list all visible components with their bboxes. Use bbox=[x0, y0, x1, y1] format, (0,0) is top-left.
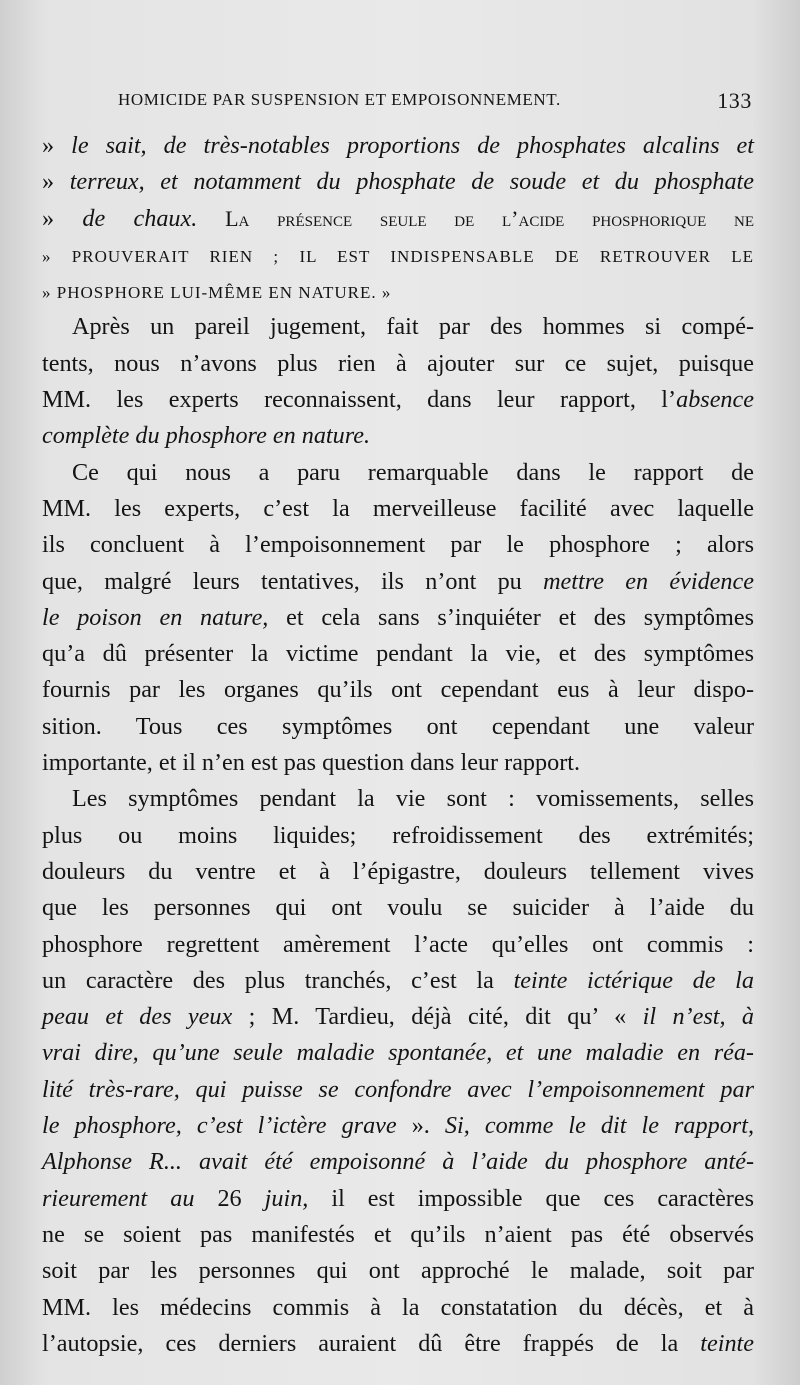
text-run: mettre en évidence bbox=[543, 567, 754, 595]
text-run: 26 bbox=[194, 1184, 265, 1212]
text-line bbox=[42, 745, 754, 781]
text-run: rieurement au bbox=[42, 1184, 195, 1212]
page-body-text bbox=[42, 128, 754, 1362]
text-run: complète du phosphore en nature. bbox=[42, 422, 371, 450]
text-line bbox=[42, 418, 754, 454]
text-run: sition. Tous ces symptômes ont cependant une valeur bbox=[42, 712, 754, 740]
text-line bbox=[42, 128, 754, 164]
text-run: le poison en nature, bbox=[42, 603, 269, 631]
text-line bbox=[42, 999, 754, 1035]
text-run: » bbox=[42, 132, 72, 159]
text-line bbox=[42, 1326, 754, 1362]
text-run: et cela sans s’inquiéter et des symptômes bbox=[268, 603, 754, 631]
text-line bbox=[42, 237, 754, 273]
text-run: ». bbox=[396, 1112, 445, 1140]
text-line bbox=[42, 1217, 754, 1253]
text-line bbox=[42, 927, 754, 963]
text-line bbox=[42, 382, 754, 418]
text-run: soit par les personnes qui ont approché le malade, soit par bbox=[42, 1257, 754, 1285]
text-line bbox=[42, 890, 754, 926]
text-run: vrai dire, qu’une seule maladie spontanée, et une maladie en réa- bbox=[42, 1039, 754, 1067]
text-run: le sait, de très-notables proportions de phosphates alcalins et bbox=[71, 132, 755, 159]
text-run: que les personnes qui ont voulu se suicider à l’aide du bbox=[42, 894, 754, 922]
text-run: Si, comme le dit le rapport, bbox=[444, 1112, 754, 1140]
text-run: un caractère des plus tranchés, c’est la bbox=[42, 966, 514, 994]
text-run: phosphore regrettent amèrement l’acte qu’elles ont commis : bbox=[42, 930, 754, 958]
text-line bbox=[42, 1144, 754, 1180]
text-line bbox=[42, 1181, 754, 1217]
text-run: Ce qui nous a paru remarquable dans le rapport de bbox=[72, 458, 754, 486]
text-run: ne se soient pas manifestés et qu’ils n’aient pas été observés bbox=[42, 1220, 754, 1248]
text-line bbox=[42, 600, 754, 636]
text-line bbox=[42, 491, 754, 527]
text-line bbox=[42, 636, 754, 672]
page-number: 133 bbox=[717, 88, 752, 113]
text-run: fournis par les organes qu’ils ont cependant eus à leur dispo- bbox=[42, 676, 754, 704]
text-line bbox=[42, 273, 754, 309]
text-run: il est impossible que ces caractères bbox=[308, 1184, 755, 1212]
text-line bbox=[42, 564, 754, 600]
text-line bbox=[42, 1253, 754, 1289]
text-run: juin, bbox=[264, 1184, 309, 1212]
text-run: plus ou moins liquides; refroidissement des extrémités; bbox=[42, 821, 754, 849]
text-run: Les symptômes pendant la vie sont : vomissements, selles bbox=[72, 785, 754, 813]
text-run: tents, nous n’avons plus rien à ajouter sur ce sujet, puisque bbox=[42, 349, 754, 377]
text-line bbox=[42, 709, 754, 745]
text-line bbox=[42, 346, 754, 382]
text-line bbox=[42, 963, 754, 999]
text-run: qu’a dû présenter la victime pendant la vie, et des symptômes bbox=[42, 640, 754, 668]
text-run: le phosphore, c’est l’ictère grave bbox=[42, 1112, 397, 1140]
text-line bbox=[42, 1035, 754, 1071]
text-line bbox=[42, 818, 754, 854]
text-run: MM. les experts reconnaissent, dans leur rapport, l’ bbox=[42, 386, 677, 414]
text-run: teinte bbox=[700, 1329, 754, 1357]
text-run: que, malgré leurs tentatives, ils n’ont pu bbox=[42, 567, 544, 595]
text-run: absence bbox=[676, 386, 754, 414]
text-run: lité très-rare, qui puisse se confondre avec l’empoisonnement par bbox=[42, 1075, 754, 1103]
text-run: teinte ictérique de la bbox=[513, 966, 754, 994]
text-line bbox=[42, 201, 754, 237]
text-run: » PROUVERAIT RIEN ; IL EST INDISPENSABLE DE RETROUVER LE bbox=[42, 246, 754, 266]
text-line bbox=[42, 781, 754, 817]
text-line bbox=[42, 455, 754, 491]
text-run: La présence seule de l’acide phosphorique ne bbox=[197, 205, 754, 231]
running-header bbox=[118, 90, 758, 118]
text-run: » bbox=[42, 204, 83, 232]
text-line bbox=[42, 854, 754, 890]
text-line bbox=[42, 309, 754, 345]
text-line bbox=[42, 1072, 754, 1108]
text-run: l’autopsie, ces derniers auraient dû être frappés de la bbox=[42, 1329, 701, 1357]
text-run: » bbox=[42, 168, 70, 196]
text-run: importante, et il n’en est pas question dans leur rapport. bbox=[42, 749, 581, 777]
text-run: » PHOSPHORE LUI-MÊME EN NATURE. » bbox=[42, 283, 392, 303]
text-line bbox=[42, 672, 754, 708]
text-run: Alphonse R... avait été empoisonné à l’aide du phosphore anté- bbox=[42, 1148, 754, 1176]
text-line bbox=[42, 1108, 754, 1144]
text-run: de chaux. bbox=[82, 204, 198, 232]
text-run: MM. les experts, c’est la merveilleuse facilité avec laquelle bbox=[42, 494, 754, 522]
text-run: peau et des yeux bbox=[42, 1003, 233, 1031]
text-line bbox=[42, 164, 754, 200]
text-run: il n’est, à bbox=[642, 1003, 754, 1031]
text-run: terreux, et notamment du phosphate de soude et du phosphate bbox=[69, 168, 755, 196]
running-title: HOMICIDE PAR SUSPENSION ET EMPOISONNEMENT. bbox=[118, 90, 561, 109]
text-run: ils concluent à l’empoisonnement par le phosphore ; alors bbox=[42, 531, 754, 559]
text-run: Après un pareil jugement, fait par des hommes si compé- bbox=[72, 313, 754, 341]
text-line bbox=[42, 1290, 754, 1326]
text-run: MM. les médecins commis à la constatation du décès, et à bbox=[42, 1293, 754, 1321]
text-line bbox=[42, 527, 754, 563]
text-run: douleurs du ventre et à l’épigastre, douleurs tellement vives bbox=[42, 857, 754, 885]
text-run: ; M. Tardieu, déjà cité, dit qu’ « bbox=[232, 1003, 643, 1031]
